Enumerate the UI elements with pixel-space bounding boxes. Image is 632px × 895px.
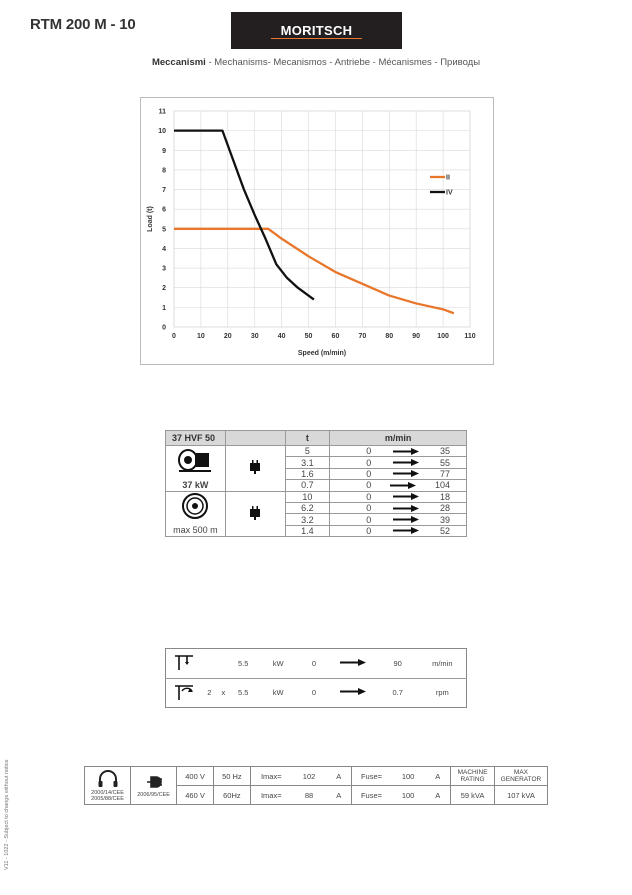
plug-icon [143,774,165,790]
rope-length: max 500 m [173,525,218,536]
load-value: 1.6 [285,468,330,479]
x-tick-label: 50 [304,333,313,340]
x-axis-label: Speed (m/min) [297,350,347,357]
freq-2: 60Hz [213,786,250,805]
y-tick-label: 0 [162,324,166,332]
y-tick-label: 9 [162,147,166,155]
max-generator-header: MAX GENERATOR [494,767,547,786]
speed-from: 0 [366,503,372,514]
brand-logo [231,12,402,49]
fuse-unit-2: A [425,786,450,805]
arrow-right-icon [393,448,419,455]
speed-to: 28 [439,503,450,514]
motor-power: 5.5 [229,649,257,679]
speed-range [330,502,467,513]
speed-from: 0 [366,446,372,457]
imax-unit-2: A [326,786,351,805]
imax-label-2: Imax= [250,786,291,805]
arrow-right-icon [340,659,366,666]
y-tick-label: 6 [162,206,166,214]
speed-from: 0 [366,480,372,491]
speed-to: 0.7 [392,688,403,698]
fuse-label-1: Fuse= [352,767,391,786]
winch-title: 37 HVF 50 [166,431,226,446]
speed-unit: rpm [435,688,449,698]
x-tick-label: 10 [197,333,205,340]
arrow-right-icon [340,688,366,695]
logo-underline [271,38,362,39]
arrow-right-icon [393,459,419,466]
imax-label-1: Imax= [250,767,291,786]
speed-from: 0 [366,525,372,536]
load-value: 0.7 [285,480,330,491]
load-value: 10 [285,491,330,502]
fuse-label-2: Fuse= [352,786,391,805]
load-value: 3.2 [285,514,330,525]
side-note: V11 - 1022 - Subject to change without notice [4,759,10,870]
subtitle-translations: - Mechanisms- Mecanismos - Antriebe - Mécanismes - Приводы [205,57,481,68]
mechanism-row [166,649,467,679]
multiplier [201,649,217,679]
x-tick-label: 60 [331,333,340,340]
speed-to: 90 [377,649,419,679]
mechanisms-table [165,648,467,708]
imax-2: 88 [292,786,327,805]
trolley-icon [173,653,195,671]
speed-range [330,514,467,525]
y-tick-label: 10 [158,128,166,136]
x-tick-label: 70 [358,333,367,340]
header-t: t [285,431,330,446]
max-generator-value: 107 kVA [494,786,547,805]
controller-icon [248,505,262,521]
speed-to: 104 [434,480,450,491]
imax-1: 102 [292,767,327,786]
y-tick-label: 2 [162,285,166,293]
winch-motor-cell [166,446,226,492]
controller-cell [225,491,285,537]
speed-to: 35 [439,446,450,457]
y-tick-label: 8 [162,167,166,175]
speed-to: 18 [439,491,450,502]
x-tick-label: 30 [250,333,259,340]
arrow-right-icon [393,516,419,523]
legend-label-IV: IV [446,189,453,197]
x-tick-label: 90 [412,333,421,340]
speed-arrow [329,649,377,679]
winch-table [165,430,467,537]
model-title: RTM 200 M - 10 [30,16,136,33]
controller-icon [248,459,262,475]
arrow-right-icon [393,493,419,500]
plot-area [174,111,470,327]
table-row [166,491,467,502]
electrical-table [84,766,548,805]
rope-drum-cell [166,491,226,537]
arrow-right-icon [393,527,419,534]
speed-arrow [329,678,377,708]
section-subtitle [0,57,632,68]
x-tick-label: 110 [464,333,476,340]
speed-from: 0 [366,514,372,525]
speed-from: 0 [311,688,317,698]
speed-to: 39 [439,514,450,525]
y-tick-label: 11 [158,108,166,116]
arrow-right-icon [390,482,416,489]
x-tick-label: 100 [437,333,449,340]
power-unit: kW [272,688,284,698]
imax-unit-1: A [326,767,351,786]
freq-1: 50 Hz [213,767,250,786]
machine-rating-value: 59 kVA [451,786,495,805]
plug-cell [131,767,177,805]
machine-rating-header: MACHINE RATING [451,767,495,786]
noise-directive-2: 2005/88/CEE [91,795,124,802]
subtitle-main: Meccanismi [151,57,206,68]
power-unit: kW [257,649,299,679]
x-tick-label: 40 [277,333,286,340]
mechanism-row [166,678,467,708]
speed-from: 0 [366,468,372,479]
speed-to: 77 [439,468,450,479]
load-value: 6.2 [285,502,330,513]
speed-from: 0 [366,491,372,502]
motor-power: 5.5 [238,688,249,698]
plug-directive: 2006/95/CEE [137,791,170,798]
noise-directive-1: 2000/14/CEE [91,789,124,796]
mechanism-icon-cell [166,678,202,708]
winch-power: 37 kW [182,479,209,490]
times-sign [217,649,229,679]
headphones-icon [97,770,119,788]
rope-drum-icon [181,492,209,520]
speed-range [330,480,467,491]
y-tick-label: 4 [162,245,166,253]
fuse-unit-1: A [425,767,450,786]
arrow-right-icon [393,470,419,477]
speed-range [330,457,467,468]
x-tick-label: 20 [223,333,232,340]
logo-text: MORITSCH [280,23,353,38]
y-tick-label: 1 [162,304,166,312]
chart-svg [141,98,495,366]
x-tick-label: 0 [172,333,176,340]
load-value: 5 [285,446,330,457]
table-row [166,446,467,457]
speed-range [330,491,467,502]
speed-unit: m/min [419,649,467,679]
speed-from: 0 [366,457,372,468]
speed-to: 55 [439,457,450,468]
winch-motor-icon [177,447,213,475]
mechanism-icon-cell [166,649,202,679]
speed-from: 0 [299,649,329,679]
slewing-icon [173,683,195,701]
x-tick-label: 80 [385,333,394,340]
y-tick-label: 3 [162,265,166,273]
speed-range [330,446,467,457]
load-value: 1.4 [285,525,330,536]
noise-cell [85,767,131,805]
fuse-1: 100 [391,767,426,786]
legend-label-II: II [446,174,450,182]
y-tick-label: 5 [162,226,166,234]
arrow-right-icon [393,505,419,512]
voltage-2: 460 V [177,786,214,805]
load-speed-chart [140,97,494,365]
speed-range [330,525,467,536]
voltage-1: 400 V [177,767,214,786]
speed-to: 52 [439,525,450,536]
controller-cell [225,446,285,492]
y-tick-label: 7 [162,187,166,195]
header-blank [225,431,285,446]
y-axis-label: Load (t) [147,206,154,232]
speed-range [330,468,467,479]
multiplier: 2 [207,688,212,698]
header-speed: m/min [330,431,467,446]
fuse-2: 100 [391,786,426,805]
load-value: 3.1 [285,457,330,468]
times-sign: x [221,688,226,698]
